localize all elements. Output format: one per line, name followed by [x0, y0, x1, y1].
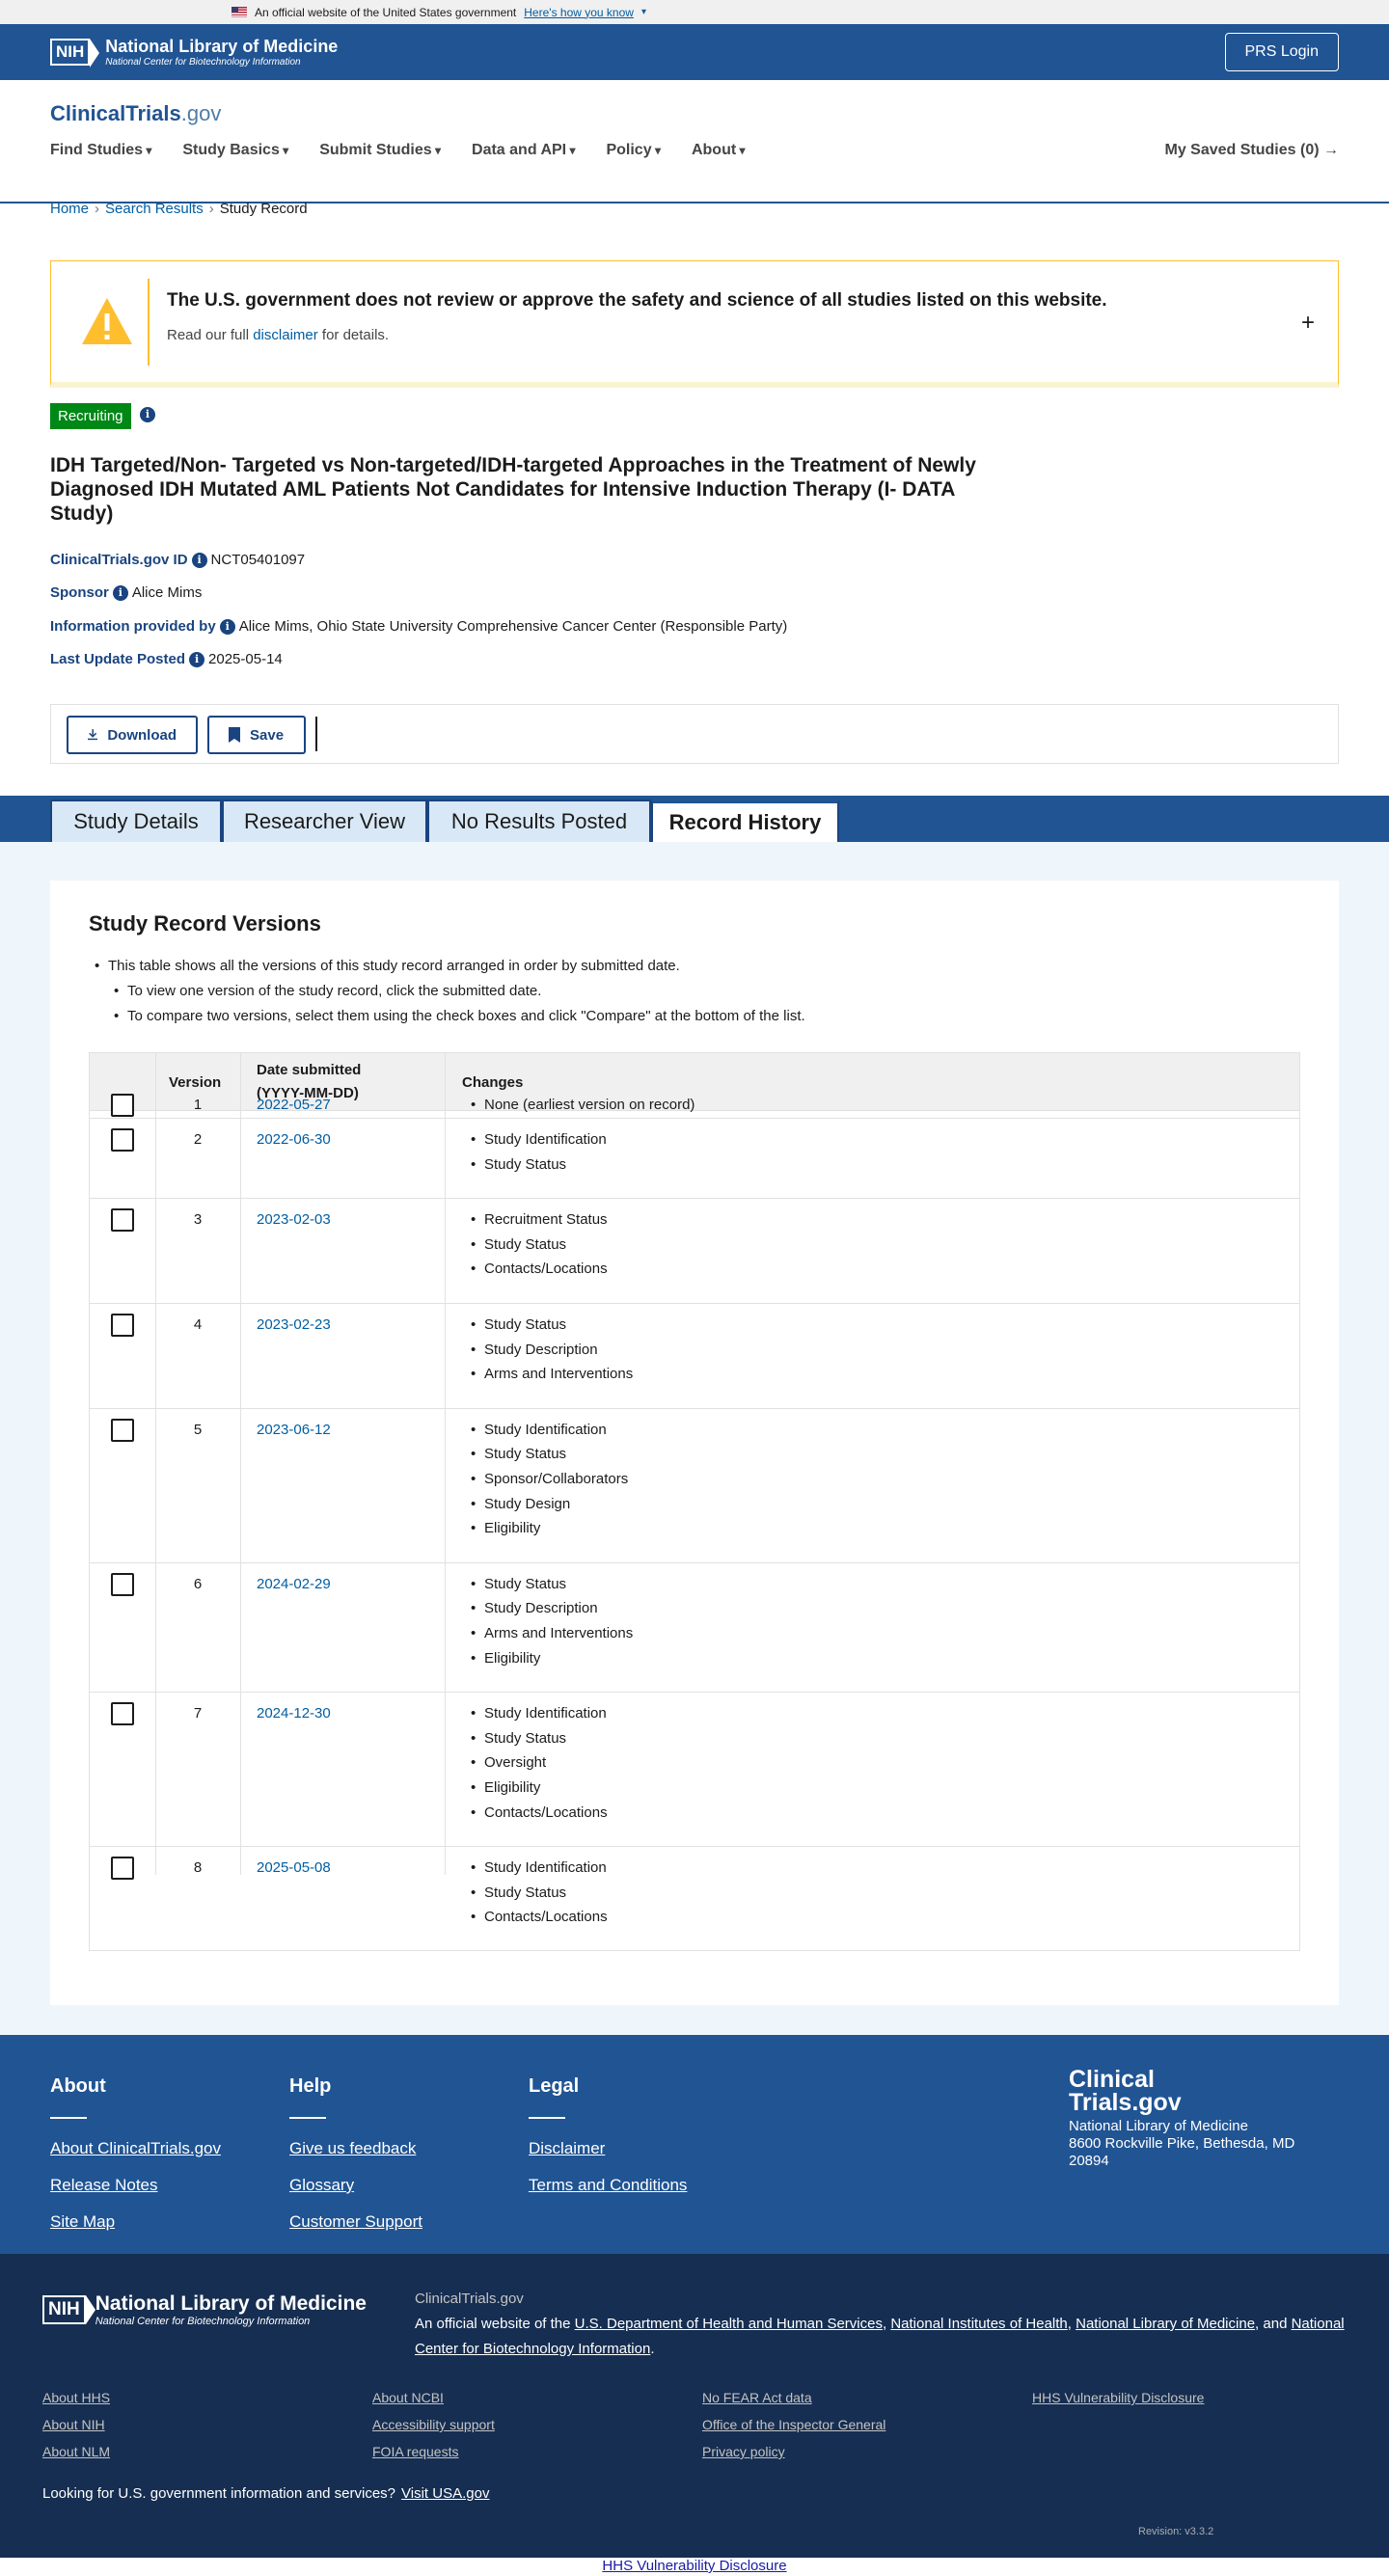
download-icon	[88, 727, 97, 743]
nav-data-api[interactable]: Data and API ▾	[472, 142, 575, 159]
main-nav	[50, 142, 1339, 159]
sponsor-label: Sponsor	[50, 584, 109, 601]
version-checkbox[interactable]	[111, 1128, 134, 1152]
version-date-link[interactable]: 2022-06-30	[257, 1131, 331, 1148]
status-badge: Recruiting	[50, 403, 131, 429]
bookmark-icon	[229, 727, 240, 743]
nlm-logo[interactable]	[50, 37, 338, 68]
sponsor-value: Alice Mims	[131, 584, 203, 601]
nlm-logo-subtitle: National Center for Biotechnology Information	[105, 57, 301, 68]
version-number: 7	[193, 1705, 203, 1722]
version-date-link[interactable]: 2025-05-08	[257, 1859, 331, 1877]
change-item: • Study Status	[471, 1313, 633, 1338]
change-item: • Study Identification	[471, 1127, 607, 1152]
prs-login-button[interactable]: PRS Login	[1225, 33, 1340, 71]
breadcrumb-current: Study Record	[219, 201, 308, 217]
change-item: • Study Status	[471, 1881, 608, 1906]
footer-link[interactable]: FOIA requests	[372, 2444, 459, 2459]
change-item: • Study Status	[471, 1572, 633, 1597]
breadcrumb	[50, 201, 308, 217]
footer-link[interactable]: Glossary	[289, 2176, 355, 2194]
table-row	[90, 1199, 1299, 1304]
changes-list	[471, 1701, 608, 1825]
footer-logo: Clinical Trials.gov National Library of Medicine 8600 Rockville Pike, Bethesda, MD 20894	[1069, 2068, 1320, 2170]
table-row	[90, 1847, 1299, 1951]
bottom-footer	[0, 2254, 1389, 2576]
footer-link[interactable]: Disclaimer	[529, 2139, 606, 2157]
change-item: • Eligibility	[471, 1516, 628, 1541]
versions-card	[50, 881, 1339, 2005]
footer-link[interactable]: Customer Support	[289, 2212, 422, 2231]
last-update-value: 2025-05-14	[208, 651, 283, 667]
version-number: 1	[193, 1097, 203, 1113]
change-item: • Study Identification	[471, 1701, 608, 1726]
version-number: 2	[193, 1131, 203, 1148]
change-item: • Sponsor/Collaborators	[471, 1467, 628, 1492]
nlm-logo-title: National Library of Medicine	[105, 37, 339, 56]
version-checkbox[interactable]	[111, 1314, 134, 1337]
table-row	[90, 1092, 1299, 1119]
footer-link[interactable]: HHS Vulnerability Disclosure	[1032, 2390, 1205, 2405]
disclaimer-text: Read our full disclaimer for details.	[167, 327, 390, 343]
last-update-row	[50, 651, 283, 667]
expand-plus-icon[interactable]: +	[1300, 310, 1315, 336]
version-checkbox[interactable]	[111, 1702, 134, 1725]
how-you-know-link[interactable]: Here's how you know	[524, 5, 634, 19]
version-checkbox[interactable]	[111, 1857, 134, 1880]
tab-researcher-view[interactable]: Researcher View	[222, 800, 427, 842]
breadcrumb-search-results[interactable]: Search Results	[105, 201, 204, 217]
breadcrumb-home[interactable]: Home	[50, 201, 90, 217]
changes-list	[471, 1127, 607, 1177]
nav-about[interactable]: About ▾	[692, 142, 746, 159]
disclaimer-title: The U.S. government does not review or approve the safety and science of all studies listed on this website.	[167, 290, 1107, 311]
tab-bar	[0, 796, 1389, 842]
nav-policy[interactable]: Policy ▾	[606, 142, 661, 159]
change-item: • Study Status	[471, 1233, 608, 1258]
change-item: • Study Identification	[471, 1856, 608, 1881]
footer-link[interactable]: About HHS	[42, 2390, 111, 2405]
version-date-link[interactable]: 2023-02-23	[257, 1316, 331, 1333]
footer-link[interactable]: No FEAR Act data	[702, 2390, 812, 2405]
usa-gov-link[interactable]: Visit USA.gov	[401, 2485, 490, 2502]
info-icon[interactable]: i	[189, 652, 204, 667]
version-checkbox[interactable]	[111, 1094, 134, 1117]
change-item: • Study Identification	[471, 1418, 628, 1443]
change-item: • Eligibility	[471, 1646, 633, 1671]
change-item: • Arms and Interventions	[471, 1621, 633, 1646]
action-bar	[50, 704, 1339, 764]
my-saved-studies-link[interactable]: My Saved Studies (0) →	[1164, 142, 1339, 158]
version-checkbox[interactable]	[111, 1573, 134, 1596]
disclaimer-link[interactable]: disclaimer	[253, 327, 318, 343]
change-item: • Study Description	[471, 1338, 633, 1363]
version-number: 4	[193, 1316, 203, 1333]
gov-banner	[0, 0, 1389, 24]
footer-org: National Library of Medicine	[1069, 2118, 1248, 2134]
disclaimer-divider	[148, 279, 150, 366]
version-date-link[interactable]: 2022-05-27	[257, 1097, 331, 1113]
change-item: • Study Status	[471, 1442, 628, 1467]
changes-list	[471, 1207, 608, 1282]
footer-about: About About ClinicalTrials.gov Release Notes Site Map	[50, 2075, 221, 2240]
change-item: • Study Status	[471, 1152, 607, 1178]
site-footer	[0, 2035, 1389, 2254]
change-item: • Contacts/Locations	[471, 1257, 608, 1282]
version-date-link[interactable]: 2023-02-03	[257, 1211, 331, 1229]
changes-list	[471, 1418, 628, 1541]
hhs-link[interactable]: U.S. Department of Health and Human Services	[574, 2316, 883, 2332]
last-update-label: Last Update Posted	[50, 651, 186, 667]
footer-link[interactable]: Privacy policy	[702, 2444, 785, 2459]
nih-header	[0, 24, 1389, 80]
warning-icon	[80, 294, 134, 348]
footer-link[interactable]: About NLM	[42, 2444, 111, 2459]
clinicaltrials-logo[interactable]: ClinicalTrials.gov	[50, 101, 222, 125]
footer-legal: Legal Disclaimer Terms and Conditions	[529, 2075, 687, 2204]
table-row	[90, 1409, 1299, 1563]
version-number: 8	[193, 1859, 203, 1877]
ncbi-link[interactable]: National Center for Biotechnology Information	[415, 2316, 1345, 2357]
table-row	[90, 1693, 1299, 1847]
nav-find-studies[interactable]: Find Studies ▾	[50, 142, 151, 159]
footer-address: 8600 Rockville Pike, Bethesda, MD 20894	[1069, 2135, 1295, 2169]
change-item: • Study Design	[471, 1492, 628, 1517]
study-id-row	[50, 552, 305, 568]
study-title: IDH Targeted/Non- Targeted vs Non-targeted/IDH-targeted Approaches in the Treatment of Newly Diagnosed IDH Mutated AML Patients Not Candidates for Intensive Induction Therapy (I- DATA Study)	[50, 454, 976, 525]
footer-link[interactable]: Accessibility support	[372, 2417, 495, 2432]
action-divider	[315, 717, 317, 751]
info-icon[interactable]: i	[113, 585, 128, 601]
us-flag-icon	[232, 7, 247, 17]
version-number: 5	[193, 1421, 203, 1438]
versions-instructions: • This table shows all the versions of this study record arranged in order by submitted date. • To view one version of the study record, click the submitted date. • To compare two versions, select them using the check boxes and click "Compare" at the bottom of the list.	[89, 954, 805, 1029]
versions-title: Study Record Versions	[89, 911, 321, 935]
chevron-right-icon: ›	[208, 201, 214, 217]
usa-gov-text: Looking for U.S. government information and services? Visit USA.gov	[42, 2485, 490, 2502]
nlm-footer-logo[interactable]: NIH National Library of Medicine National Center for Biotechnology Information	[42, 2292, 367, 2327]
footer-link[interactable]: About ClinicalTrials.gov	[50, 2139, 221, 2157]
col-changes: Changes	[462, 1074, 524, 1091]
info-icon[interactable]: i	[192, 553, 207, 568]
record-history-section	[0, 842, 1389, 2035]
download-button[interactable]: Download	[67, 716, 198, 754]
official-site-text: ClinicalTrials.gov An official website of the U.S. Department of Health and Human Services, National Institutes of Health, National Library of Medicine, and National Center for Biotechnology Information.	[415, 2291, 1345, 2357]
change-item: • Eligibility	[471, 1776, 608, 1801]
chevron-right-icon: ›	[95, 201, 100, 217]
table-row	[90, 1563, 1299, 1693]
site-header	[0, 80, 1389, 203]
changes-list	[471, 1093, 694, 1118]
study-id-label: ClinicalTrials.gov ID	[50, 552, 188, 568]
info-provided-value: Alice Mims, Ohio State University Comprehensive Cancer Center (Responsible Party)	[238, 618, 788, 635]
version-date-link[interactable]: 2024-02-29	[257, 1575, 331, 1592]
gov-banner-text: An official website of the United States government	[255, 5, 517, 19]
change-item: • Arms and Interventions	[471, 1362, 633, 1387]
tab-no-results-posted[interactable]: No Results Posted	[427, 800, 651, 842]
sponsor-row	[50, 584, 202, 601]
nav-submit-studies[interactable]: Submit Studies ▾	[319, 142, 441, 159]
chevron-down-icon: ▾	[640, 7, 646, 17]
table-row	[90, 1304, 1299, 1409]
change-item: • Contacts/Locations	[471, 1905, 608, 1930]
footer-link[interactable]: Office of the Inspector General	[702, 2417, 886, 2432]
footer-link[interactable]: Site Map	[50, 2212, 116, 2231]
change-item: • Study Description	[471, 1596, 633, 1621]
nih-logo-mark: NIH	[50, 39, 90, 66]
tab-record-history[interactable]: Record History	[651, 800, 839, 842]
hhs-vulnerability-bottom	[0, 2558, 1389, 2576]
hhs-vulnerability-link[interactable]: HHS Vulnerability Disclosure	[602, 2558, 787, 2574]
change-item: • Contacts/Locations	[471, 1801, 608, 1826]
changes-list	[471, 1313, 633, 1387]
version-checkbox[interactable]	[111, 1208, 134, 1232]
version-date-link[interactable]: 2024-12-30	[257, 1705, 331, 1722]
change-item: • Oversight	[471, 1750, 608, 1776]
version-number: 3	[193, 1211, 203, 1229]
change-item: • None (earliest version on record)	[471, 1093, 694, 1118]
nlm-link[interactable]: National Library of Medicine	[1076, 2316, 1256, 2332]
nih-link[interactable]: National Institutes of Health	[890, 2316, 1068, 2332]
table-row	[90, 1119, 1299, 1199]
footer-link[interactable]: About NIH	[42, 2417, 105, 2432]
col-date-line1: Date submitted	[257, 1062, 362, 1078]
footer-help: Help Give us feedback Glossary Customer Support	[289, 2075, 422, 2240]
footer-link[interactable]: Terms and Conditions	[529, 2176, 688, 2194]
version-date-link[interactable]: 2023-06-12	[257, 1421, 331, 1438]
changes-list	[471, 1856, 608, 1930]
footer-link[interactable]: Give us feedback	[289, 2139, 417, 2157]
version-number: 6	[193, 1575, 203, 1592]
change-item: • Recruitment Status	[471, 1207, 608, 1233]
tab-study-details[interactable]: Study Details	[50, 800, 222, 842]
footer-link[interactable]: About NCBI	[372, 2390, 444, 2405]
changes-list	[471, 1572, 633, 1670]
versions-table	[89, 1052, 1300, 1951]
footer-link[interactable]: Release Notes	[50, 2176, 158, 2194]
info-provided-label: Information provided by	[50, 618, 216, 635]
nav-study-basics[interactable]: Study Basics ▾	[182, 142, 288, 159]
info-icon[interactable]: i	[220, 619, 235, 635]
disclaimer-alert	[50, 260, 1339, 388]
change-item: • Study Status	[471, 1726, 608, 1751]
study-id-value: NCT05401097	[210, 552, 306, 568]
revision-text: Revision: v3.3.2	[1138, 2526, 1214, 2537]
col-version: Version	[169, 1074, 222, 1091]
info-provided-row	[50, 618, 787, 635]
col-date-line2: (YYYY-MM-DD)	[257, 1085, 359, 1101]
save-button[interactable]: Save	[207, 716, 306, 754]
version-checkbox[interactable]	[111, 1419, 134, 1442]
info-icon[interactable]: i	[140, 407, 155, 422]
